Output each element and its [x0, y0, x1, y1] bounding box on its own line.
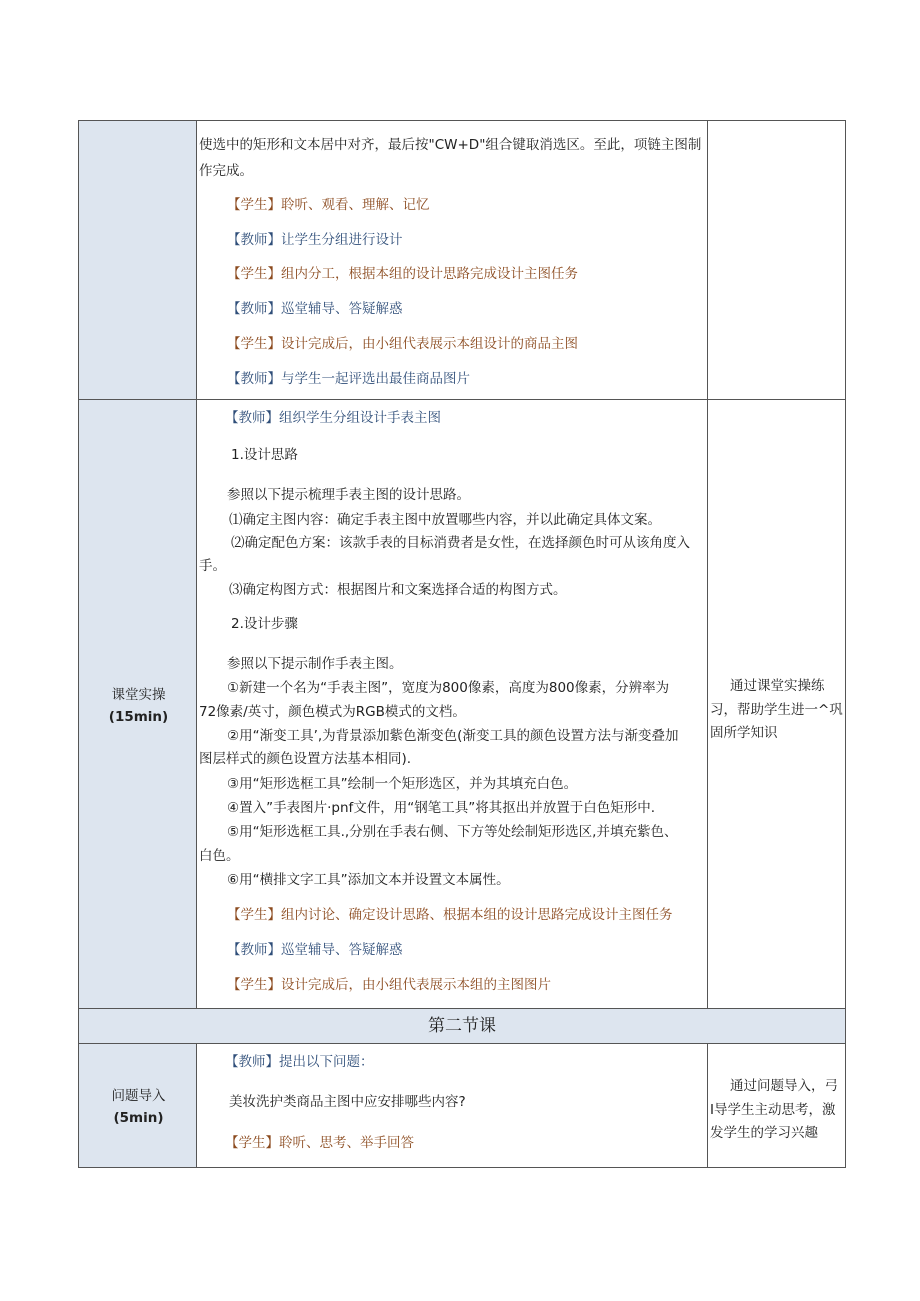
content-line: 手。 [199, 558, 226, 574]
teacher-line: 【教师】让学生分组进行设计 [227, 232, 403, 248]
activity-duration: (15min) [108, 709, 169, 725]
content-line: ⑤用“矩形选框工具.,分别在手表右侧、下方等处绘制矩形选区,并填充紫色、 [227, 824, 678, 840]
activity-cell [78, 120, 197, 400]
activity-cell [78, 399, 197, 1009]
table-row [78, 120, 846, 400]
activity-label [79, 1085, 198, 1129]
content-cell [197, 1043, 707, 1168]
content-line: ⑥用“横排文字工具”添加文本并设置文本属性。 [227, 872, 510, 888]
student-line: 【学生】设计完成后，由小组代表展示本组设计的商品主图 [227, 336, 578, 352]
teacher-line: 【教师】组织学生分组设计手表主图 [225, 410, 441, 426]
student-line: 【学生】组内讨论、确定设计思路、根据本组的设计思路完成设计主图任务 [227, 907, 673, 923]
content-line: ④置入”手表图片·pnf文件，用“钢笔工具”将其抠出并放置于白色矩形中. [227, 800, 656, 816]
content-line: 参照以下提示梳理手表主图的设计思路。 [227, 487, 470, 503]
activity-label [79, 684, 198, 728]
student-line: 【学生】组内分工，根据本组的设计思路完成设计主图任务 [227, 266, 578, 282]
content-line: ①新建一个名为“手表主图”，宽度为800像素，高度为800像素，分辨率为 [227, 680, 670, 696]
content-line: 1.设计思路 [231, 447, 298, 463]
teacher-line: 【教师】与学生一起评选出最佳商品图片 [227, 371, 470, 387]
content-cell [197, 120, 707, 400]
purpose-cell [707, 399, 846, 1009]
purpose-line: I导学生主动思考，激 [710, 1102, 836, 1118]
content-line: 72像素/英寸，颜色模式为RGB模式的文档。 [199, 704, 466, 720]
content-line: 参照以下提示制作手表主图。 [227, 656, 403, 672]
activity-cell [78, 1043, 197, 1168]
content-line: ⑴确定主图内容：确定手表主图中放置哪些内容，并以此确定具体文案。 [229, 512, 661, 528]
content-line: 美妆洗护类商品主图中应安排哪些内容? [229, 1094, 466, 1110]
teacher-line: 【教师】提出以下问题： [225, 1054, 374, 1070]
content-line: ⑵确定配色方案：该款手表的目标消费者是女性，在选择颜色时可从该角度入 [231, 535, 690, 551]
teacher-line: 【教师】巡堂辅导、答疑解惑 [227, 301, 403, 317]
content-line: 白色。 [199, 848, 240, 864]
content-line: ②用“渐变工具’,为背景添加紫色渐变色(渐变工具的颜色设置方法与渐变叠加 [227, 728, 679, 744]
purpose-line: 发学生的学习兴趣 [710, 1125, 818, 1141]
purpose-line: 习，帮助学生进一^巩 [710, 702, 843, 718]
student-line: 【学生】设计完成后，由小组代表展示本组的主图图片 [227, 977, 551, 993]
content-line: 使选中的矩形和文本居中对齐，最后按"CW+D"组合键取消选区。至此，项链主图制 [199, 137, 702, 153]
content-line: 作完成。 [199, 163, 253, 179]
purpose-line: 固所学知识 [710, 725, 778, 741]
content-cell [197, 399, 707, 1009]
activity-name: 课堂实操 [111, 687, 166, 703]
purpose-cell [707, 120, 846, 400]
table-row [78, 1043, 846, 1168]
content-line: ③用“矩形选框工具”绘制一个矩形选区，并为其填充白色。 [227, 776, 578, 792]
purpose-line: 通过课堂实操练 [730, 678, 825, 694]
student-line: 【学生】聆听、思考、举手回答 [225, 1135, 414, 1151]
content-line: 图层样式的颜色设置方法基本相同). [199, 751, 412, 767]
table-row [78, 399, 846, 1009]
activity-name: 问题导入 [111, 1088, 166, 1104]
content-line: 2.设计步骤 [231, 616, 298, 632]
teacher-line: 【教师】巡堂辅导、答疑解惑 [227, 942, 403, 958]
content-line: ⑶确定构图方式：根据图片和文案选择合适的构图方式。 [229, 582, 567, 598]
purpose-line: 通过问题导入，弓 [730, 1078, 838, 1094]
activity-duration: (5min) [113, 1110, 164, 1126]
student-line: 【学生】聆听、观看、理解、记忆 [227, 197, 430, 213]
purpose-cell [707, 1043, 846, 1168]
section-heading: 第二节课 [78, 1008, 846, 1044]
